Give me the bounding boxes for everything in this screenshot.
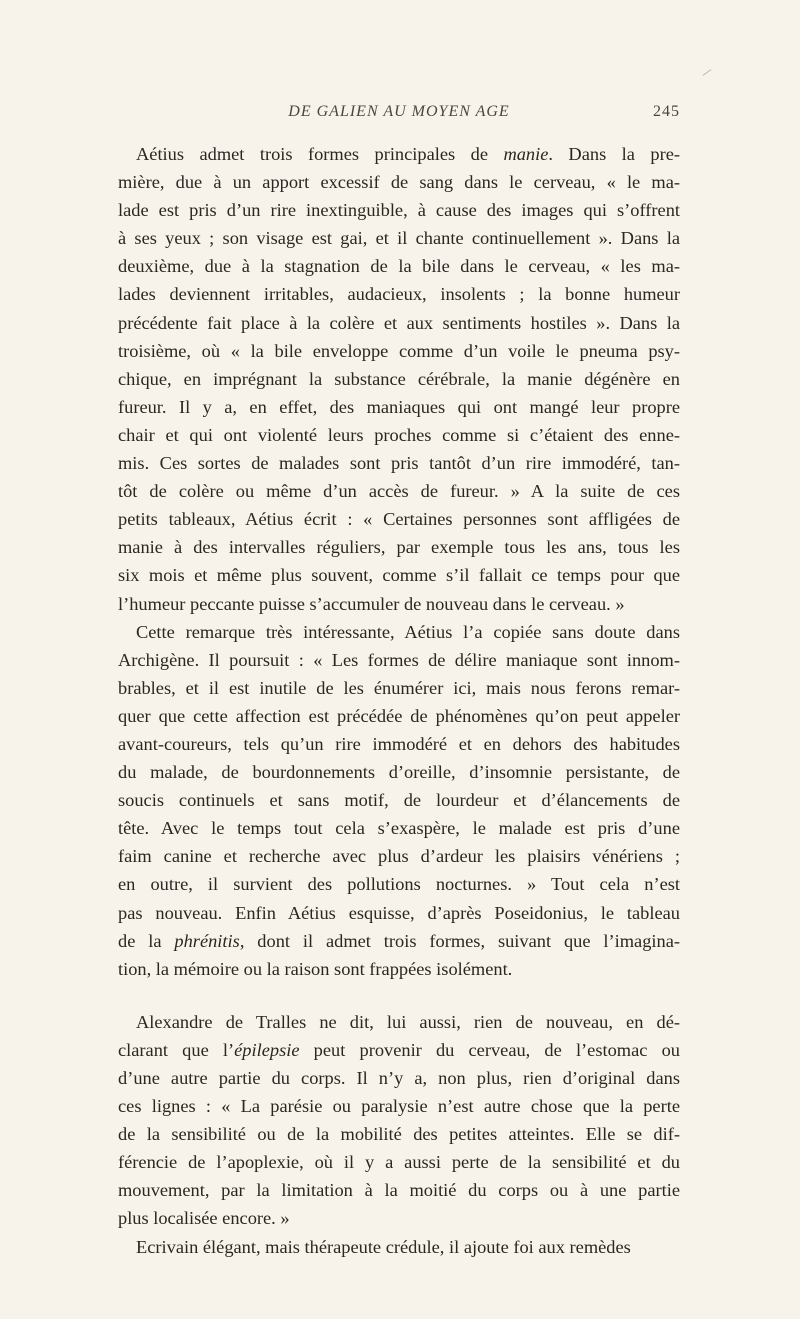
text-line: soucis continuels et sans motif, de lourdeur et d’élancements de	[118, 790, 680, 811]
text-line: l’humeur peccante puisse s’accumuler de nouveau dans le cerveau. »	[118, 593, 625, 614]
text-line: d’une autre partie du corps. Il n’y a, non plus, rien d’original dans	[118, 1068, 680, 1088]
text-line: ces lignes : « La parésie ou paralysie n’est autre chose que la perte	[118, 1096, 680, 1117]
text-line: troisième, où « la bile enveloppe comme d’un voile le pneuma psy-	[118, 340, 680, 361]
text-line: mis. Ces sortes de malades sont pris tantôt d’un rire immodéré, tan-	[118, 453, 680, 474]
text-line: précédente fait place à la colère et aux sentiments hostiles ». Dans la	[118, 312, 680, 333]
paragraph	[118, 1008, 680, 1233]
running-head	[118, 103, 680, 127]
italic-term: manie	[503, 144, 549, 164]
paragraph	[118, 140, 680, 618]
text-line: clarant que l’épilepsie peut provenir du cerveau, de l’estomac ou	[118, 1039, 680, 1060]
text-line: plus localisée encore. »	[118, 1208, 290, 1229]
text-line: de la sensibilité ou de la mobilité des petites atteintes. Elle se dif-	[118, 1124, 680, 1145]
text-line: chair et qui ont violenté leurs proches comme si c’étaient des enne-	[118, 424, 680, 445]
text-line: six mois et même plus souvent, comme s’il fallait ce temps pour que	[118, 565, 680, 586]
text-line: en outre, il survient des pollutions nocturnes. » Tout cela n’est	[118, 874, 680, 895]
body-text	[118, 140, 680, 1261]
text-line: lade est pris d’un rire inextinguible, à cause des images qui s’offrent	[118, 200, 680, 221]
running-head-title: DE GALIEN AU MOYEN AGE	[288, 103, 510, 120]
text-line: deuxième, due à la stagnation de la bile dans le cerveau, « les ma-	[118, 256, 680, 277]
text-line: Aétius admet trois formes principales de manie. Dans la pre-	[136, 144, 680, 164]
text-line: Cette remarque très intéressante, Aétius l’a copiée sans doute dans	[136, 621, 680, 642]
text-line: Archigène. Il poursuit : « Les formes de délire maniaque sont innom-	[118, 649, 680, 670]
paragraph-gap	[118, 983, 680, 1008]
paragraph	[118, 1233, 680, 1261]
text-line: avant-coureurs, tels qu’un rire immodéré et en dehors des habitudes	[118, 733, 680, 754]
text-line: Ecrivain élégant, mais thérapeute crédule, il ajoute foi aux remèdes	[136, 1236, 631, 1257]
italic-term: épilepsie	[234, 1039, 300, 1060]
text-line: quer que cette affection est précédée de phénomènes qu’on peut appeler	[118, 705, 680, 726]
italic-term: phrénitis	[174, 930, 240, 951]
text-line: brables, et il est inutile de les énumérer ici, mais nous ferons remar-	[118, 677, 680, 698]
text-line: Alexandre de Tralles ne dit, lui aussi, rien de nouveau, en dé-	[136, 1011, 680, 1032]
text-line: du malade, de bourdonnements d’oreille, d’insomnie persistante, de	[118, 762, 680, 783]
text-line: tôt de colère ou même d’un accès de fureur. » A la suite de ces	[118, 481, 680, 502]
text-line: à ses yeux ; son visage est gai, et il chante continuellement ». Dans la	[118, 228, 680, 249]
text-line: tion, la mémoire ou la raison sont frappées isolément.	[118, 958, 513, 979]
paragraph	[118, 618, 680, 983]
paper-mark	[703, 69, 712, 76]
text-line: lades deviennent irritables, audacieux, insolents ; la bonne humeur	[118, 284, 680, 305]
text-line: férencie de l’apoplexie, où il y a aussi perte de la sensibilité et du	[118, 1152, 680, 1173]
text-line: tête. Avec le temps tout cela s’exaspère, le malade est pris d’une	[118, 818, 680, 839]
text-line: manie à des intervalles réguliers, par exemple tous les ans, tous les	[118, 537, 680, 558]
text-line: mière, due à un apport excessif de sang dans le cerveau, « le ma-	[118, 172, 680, 193]
page-number: 245	[653, 103, 680, 120]
text-line: pas nouveau. Enfin Aétius esquisse, d’après Poseidonius, le tableau	[118, 902, 680, 923]
text-line: fureur. Il y a, en effet, des maniaques qui ont mangé leur propre	[118, 396, 680, 417]
text-line: de la phrénitis, dont il admet trois formes, suivant que l’imagina-	[118, 930, 680, 951]
text-line: petits tableaux, Aétius écrit : « Certaines personnes sont affligées de	[118, 509, 680, 530]
text-line: faim canine et recherche avec plus d’ardeur les plaisirs vénériens ;	[118, 846, 680, 867]
text-line: mouvement, par la limitation à la moitié du corps ou à une partie	[118, 1180, 680, 1201]
text-line: chique, en imprégnant la substance cérébrale, la manie dégénère en	[118, 368, 680, 389]
